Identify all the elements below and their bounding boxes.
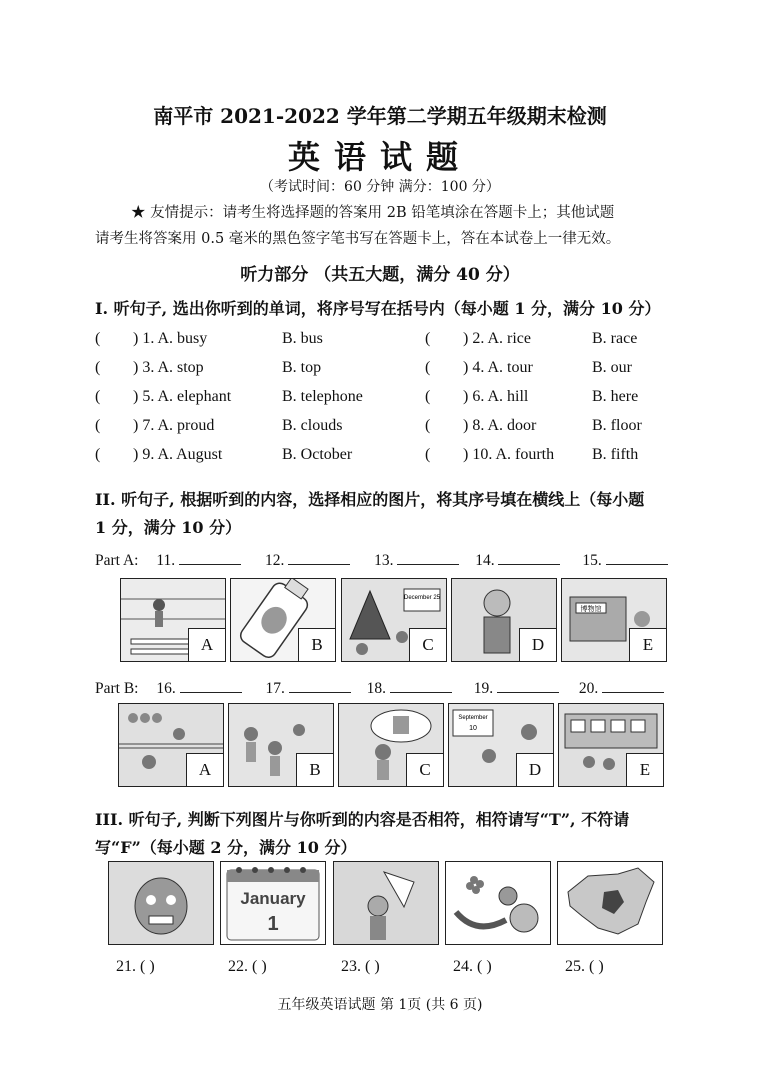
section-2-heading-line-1: II. 听句子, 根据听到的内容，选择相应的图片，将其序号填在横线上（每小题 (95, 490, 645, 509)
calendar-icon (221, 862, 325, 944)
left-option-b: B. October (282, 446, 353, 463)
left-paren[interactable]: ( (95, 359, 101, 376)
right-item: ) 6. A. hill (463, 388, 529, 405)
calendar-sign-text: December 25 (403, 595, 441, 601)
picture-label: A (186, 753, 223, 786)
q21-answer[interactable]: 21. ( ) (116, 958, 155, 975)
q11-number: 11. (156, 552, 176, 569)
section-3-picture-23 (333, 861, 439, 945)
q16-blank[interactable] (180, 678, 242, 693)
q20-blank[interactable] (602, 678, 664, 693)
section-3-heading (95, 806, 695, 862)
part-a-picture-d (451, 578, 557, 662)
q16-number: 16. (156, 680, 176, 697)
right-paren[interactable]: ( (425, 417, 431, 434)
section-1-questions (95, 330, 695, 475)
section-3-heading-line-1: III. 听句子, 判断下列图片与你听到的内容是否相符，相符请写“T”, 不符请 (95, 810, 630, 829)
girl-with-fan-illustration (334, 862, 438, 944)
q23-answer[interactable]: 23. ( ) (341, 958, 380, 975)
left-option-b: B. top (282, 359, 322, 376)
right-option-b: B. fifth (592, 446, 639, 463)
part-a-picture-b (230, 578, 336, 662)
q13-blank[interactable] (397, 550, 459, 565)
right-option-b: B. race (592, 330, 638, 347)
q17-number: 17. (265, 680, 285, 697)
left-paren[interactable]: ( (95, 388, 101, 405)
right-paren[interactable]: ( (425, 446, 431, 463)
part-b-picture-b (228, 703, 334, 787)
calendar-day-text: 10 (469, 725, 477, 732)
part-a-answer-line (95, 550, 668, 570)
right-option-b: B. here (592, 388, 639, 405)
left-option-b: B. bus (282, 330, 323, 347)
section-2-heading-line-2: 1 分，满分 10 分） (95, 518, 242, 537)
question-row (95, 446, 695, 475)
part-b-label: Part B: (95, 680, 139, 697)
section-2-heading (95, 486, 695, 542)
section-1-heading: I. 听句子, 选出你听到的单词，将序号写在括号内（每小题 1 分，满分 10 分） (95, 299, 661, 318)
left-paren[interactable]: ( (95, 417, 101, 434)
q18-blank[interactable] (390, 678, 452, 693)
right-item: ) 2. A. rice (463, 330, 531, 347)
question-row (95, 417, 695, 446)
q18-number: 18. (366, 680, 386, 697)
part-b-answer-line (95, 678, 664, 698)
q15-number: 15. (582, 552, 602, 569)
left-option-b: B. telephone (282, 388, 363, 405)
calendar-month: January (240, 889, 306, 908)
angry-man-illustration (109, 862, 213, 944)
picture-label: D (516, 753, 553, 786)
picture-label: B (298, 628, 335, 661)
calendar-day: 1 (267, 913, 279, 935)
left-option-b: B. clouds (282, 417, 343, 434)
q12-blank[interactable] (288, 550, 350, 565)
calendar-month-text: September (458, 715, 488, 721)
exam-info: （考试时间：60 分钟 满分：100 分） (260, 179, 500, 195)
listening-heading: 听力部分 （共五大题，满分 40 分） (240, 265, 520, 285)
picture-label: B (296, 753, 333, 786)
right-paren[interactable]: ( (425, 330, 431, 347)
picture-label: E (629, 628, 666, 661)
exam-title: 南平市 2021-2022 学年第二学期五年级期末检测 (153, 104, 607, 128)
section-3-picture-25 (557, 861, 663, 945)
section-3-picture-21 (108, 861, 214, 945)
q19-number: 19. (473, 680, 494, 697)
q14-blank[interactable] (498, 550, 560, 565)
picture-label: D (519, 628, 556, 661)
part-b-picture-c (338, 703, 444, 787)
q19-blank[interactable] (497, 678, 559, 693)
notice (95, 200, 695, 252)
right-item: ) 4. A. tour (463, 359, 533, 376)
section-3-picture-22 (220, 861, 326, 945)
q20-number: 20. (578, 680, 599, 697)
right-paren[interactable]: ( (425, 388, 431, 405)
right-option-b: B. our (592, 359, 632, 376)
picture-label: A (188, 628, 225, 661)
section-3-heading-line-2: 写“F”（每小题 2 分，满分 10 分） (95, 838, 357, 857)
left-paren[interactable]: ( (95, 330, 101, 347)
left-paren[interactable]: ( (95, 446, 101, 463)
left-item: ) 5. A. elephant (133, 388, 232, 405)
q14-number: 14. (475, 552, 495, 569)
q22-answer[interactable]: 22. ( ) (228, 958, 267, 975)
part-b-picture-d (448, 703, 554, 787)
q17-blank[interactable] (289, 678, 351, 693)
q15-blank[interactable] (606, 550, 668, 565)
question-row (95, 388, 695, 417)
left-item: ) 7. A. proud (133, 417, 215, 434)
right-paren[interactable]: ( (425, 359, 431, 376)
q11-blank[interactable] (179, 550, 241, 565)
left-item: ) 1. A. busy (133, 330, 208, 347)
subject-title: 英语试题 (287, 138, 472, 176)
q12-number: 12. (264, 552, 285, 569)
part-a-picture-c (341, 578, 447, 662)
picture-label: C (406, 753, 443, 786)
museum-sign-text: 博物馆 (580, 605, 602, 613)
q13-number: 13. (374, 552, 394, 569)
part-b-picture-a (118, 703, 224, 787)
question-row (95, 359, 695, 388)
part-a-label: Part A: (95, 552, 139, 569)
left-item: ) 9. A. August (133, 446, 223, 463)
notice-line-2: 请考生将答案用 0.5 毫米的黑色签字笔书写在答题卡上，答在本试卷上一律无效。 (95, 231, 621, 247)
question-row (95, 330, 695, 359)
part-a-picture-e (561, 578, 667, 662)
picture-label: C (409, 628, 446, 661)
q25-answer[interactable]: 25. ( ) (565, 958, 604, 975)
fruits-illustration (446, 862, 550, 944)
picture-label: E (626, 753, 663, 786)
right-item: ) 10. A. fourth (463, 446, 555, 463)
page-footer: 五年级英语试题 第 1页 (共 6 页) (277, 997, 483, 1013)
part-b-picture-e (558, 703, 664, 787)
left-item: ) 3. A. stop (133, 359, 204, 376)
right-option-b: B. floor (592, 417, 642, 434)
section-3-picture-24 (445, 861, 551, 945)
china-map-illustration (558, 862, 662, 944)
part-a-picture-a (120, 578, 226, 662)
notice-line-1: ★ 友情提示：请考生将选择题的答案用 2B 铅笔填涂在答题卡上；其他试题 (131, 205, 615, 221)
q24-answer[interactable]: 24. ( ) (453, 958, 492, 975)
right-item: ) 8. A. door (463, 417, 537, 434)
